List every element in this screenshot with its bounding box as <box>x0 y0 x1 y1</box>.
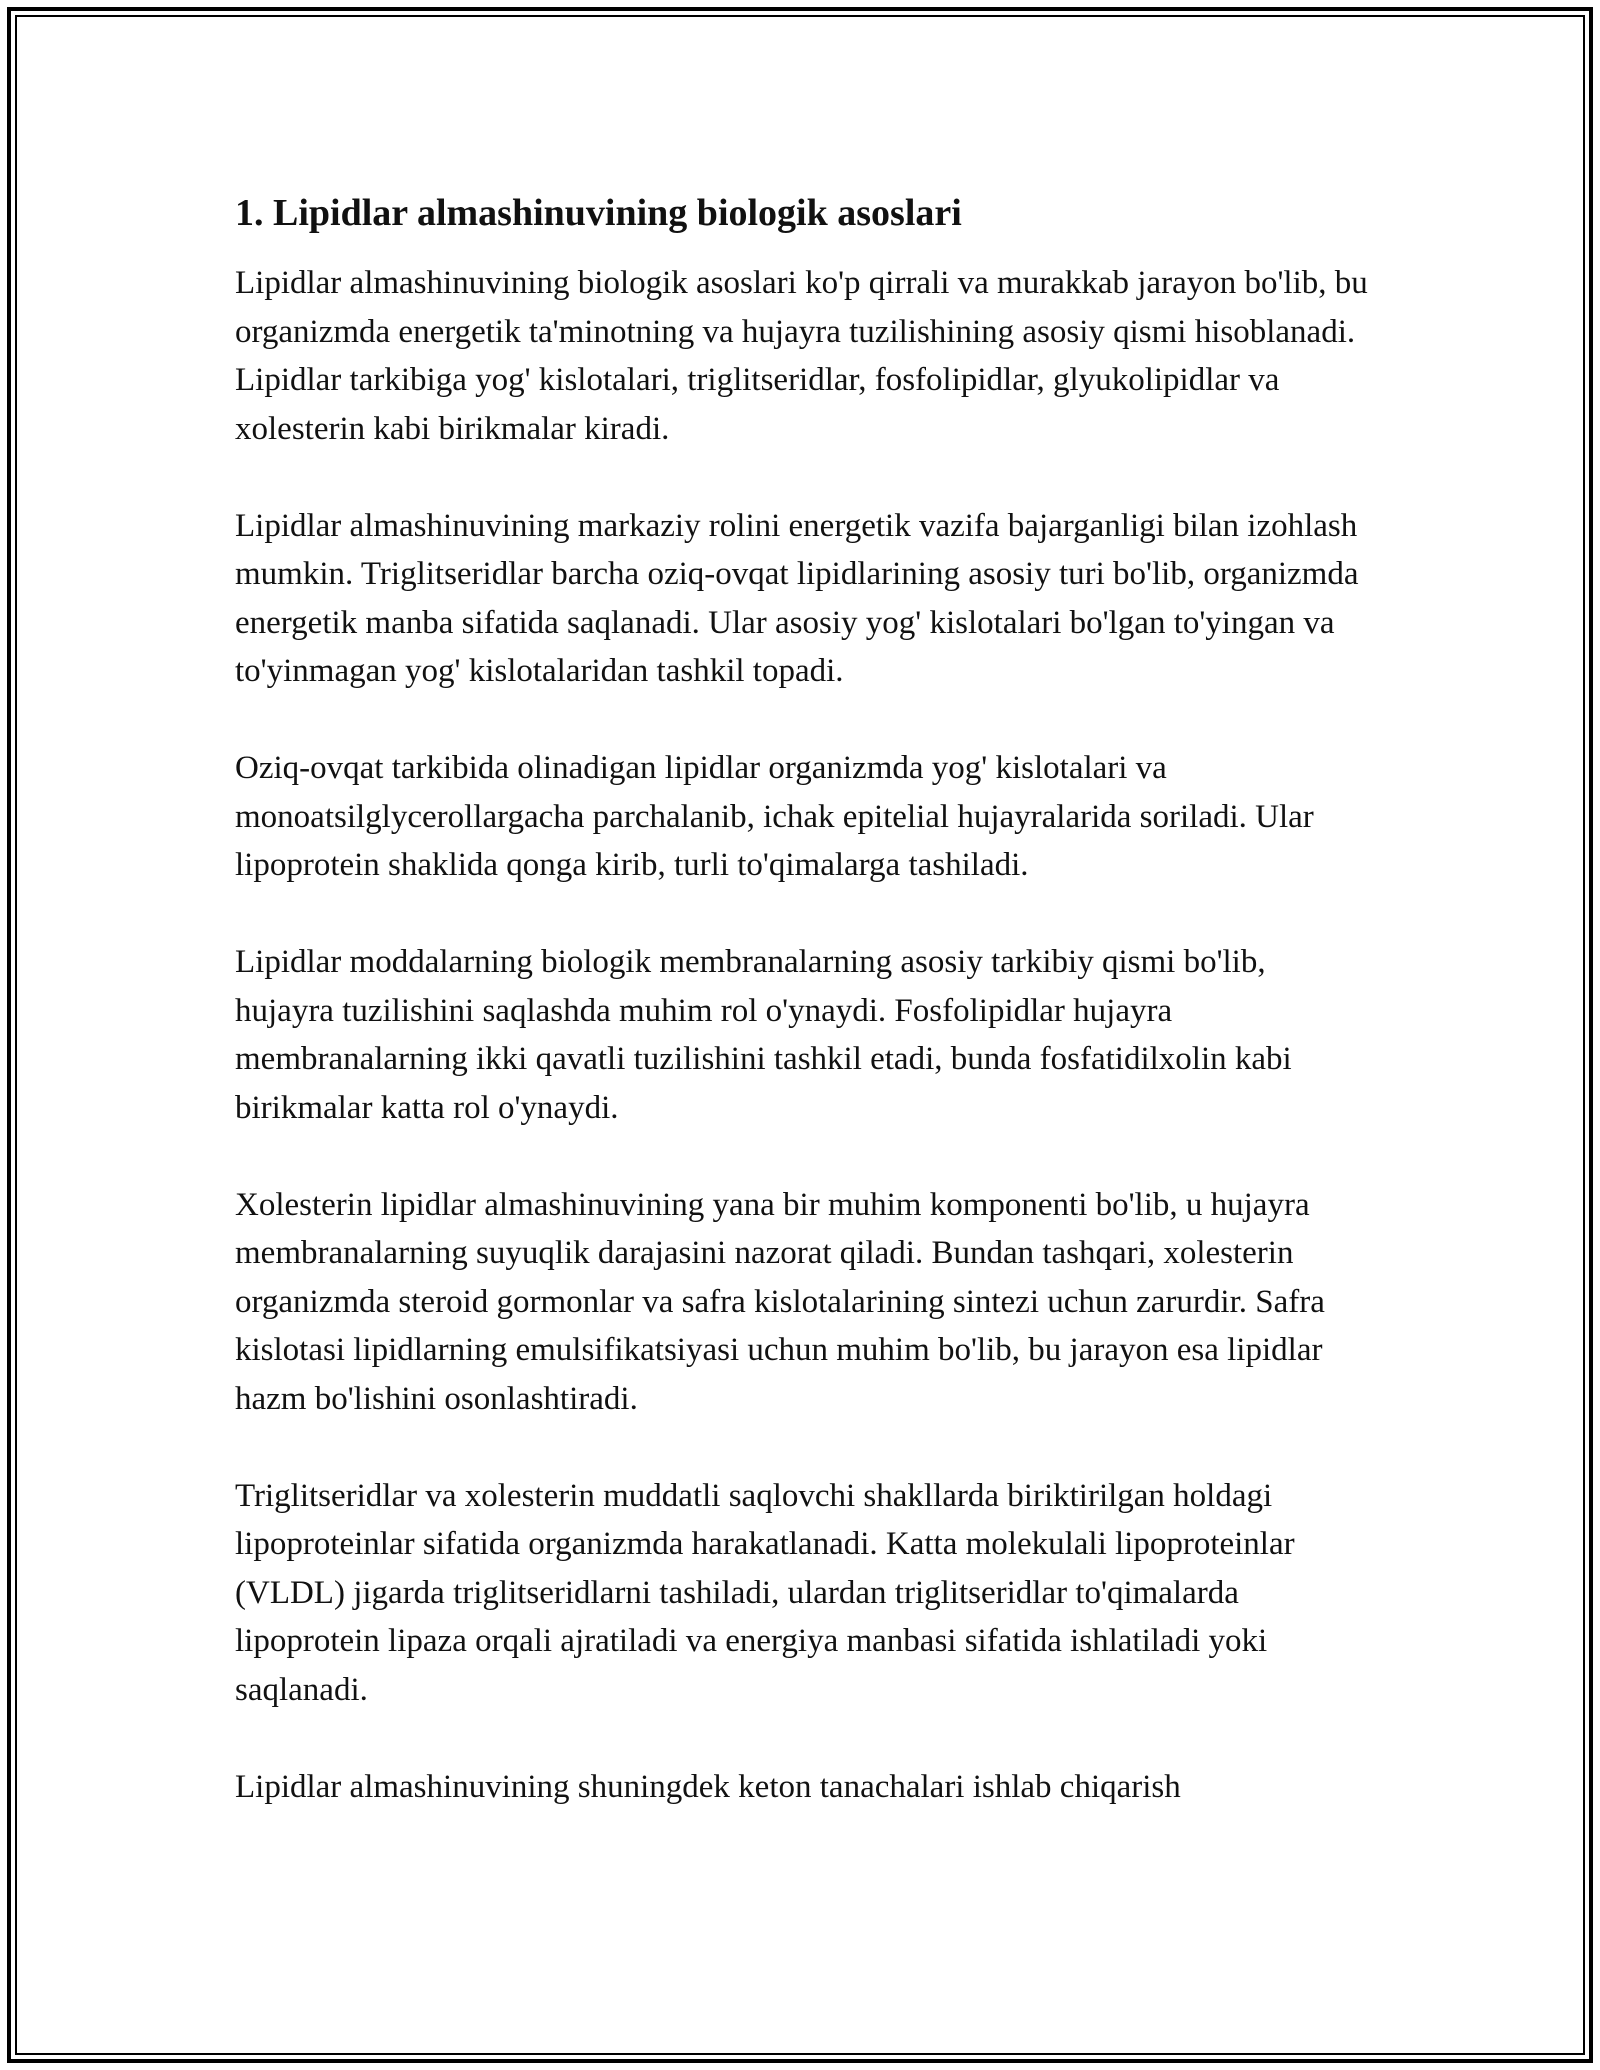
paragraph-5: Xolesterin lipidlar almashinuvining yana bir muhim komponenti bo'lib, u hujayra membranalarning suyuqlik darajasini nazorat qiladi. Bundan tashqari, xolesterin organizmda steroid gormonlar va safra kislotalarining sintezi uchun zarurdir. Safra kislotasi lipidlarning emulsifikatsiyasi uchun muhim bo'lib, bu jarayon esa lipidlar hazm bo'lishini osonlashtiradi. <box>235 1186 1325 1417</box>
section-title: 1. Lipidlar almashinuvining biologik asoslari <box>235 192 962 234</box>
paragraph-6: Triglitseridlar va xolesterin muddatli saqlovchi shakllarda biriktirilgan holdagi lipoproteinlar sifatida organizmda harakatlanadi. Katta molekulali lipoproteinlar (VLDL) jigarda triglitseridlarni tashiladi, ulardan triglitseridlar to'qimalarda lipoprotein lipaza orqali ajratiladi va energiya manbasi sifatida ishlatiladi yoki saqlanadi. <box>235 1477 1295 1708</box>
paragraph-1: Lipidlar almashinuvining biologik asoslari ko'p qirrali va murakkab jarayon bo'lib, bu organizmda energetik ta'minotning va hujayra tuzilishining asosiy qismi hisoblanadi. Lipidlar tarkibiga yog' kislotalari, triglitseridlar, fosfolipidlar, glyukolipidlar va xolesterin kabi birikmalar kiradi. <box>235 265 1368 447</box>
document-body <box>235 185 1370 1860</box>
paragraph-2: Lipidlar almashinuvining markaziy rolini energetik vazifa bajarganligi bilan izohlash mumkin. Triglitseridlar barcha oziq-ovqat lipidlarining asosiy turi bo'lib, organizmda energetik manba sifatida saqlanadi. Ular asosiy yog' kislotalari bo'lgan to'yingan va to'yinmagan yog' kislotalaridan tashkil topadi. <box>235 507 1359 689</box>
paragraph-4: Lipidlar moddalarning biologik membranalarning asosiy tarkibiy qismi bo'lib, hujayra tuzilishini saqlashda muhim rol o'ynaydi. Fosfolipidlar hujayra membranalarning ikki qavatli tuzilishini tashkil etadi, bunda fosfatidilxolin kabi birikmalar katta rol o'ynaydi. <box>235 944 1292 1126</box>
paragraph-3: Oziq-ovqat tarkibida olinadigan lipidlar organizmda yog' kislotalari va monoatsilglycerollargacha parchalanib, ichak epitelial hujayralarida soriladi. Ular lipoprotein shaklida qonga kirib, turli to'qimalarga tashiladi. <box>235 750 1314 883</box>
paragraph-7: Lipidlar almashinuvining shuningdek keton tanachalari ishlab chiqarish <box>235 1768 1181 1805</box>
